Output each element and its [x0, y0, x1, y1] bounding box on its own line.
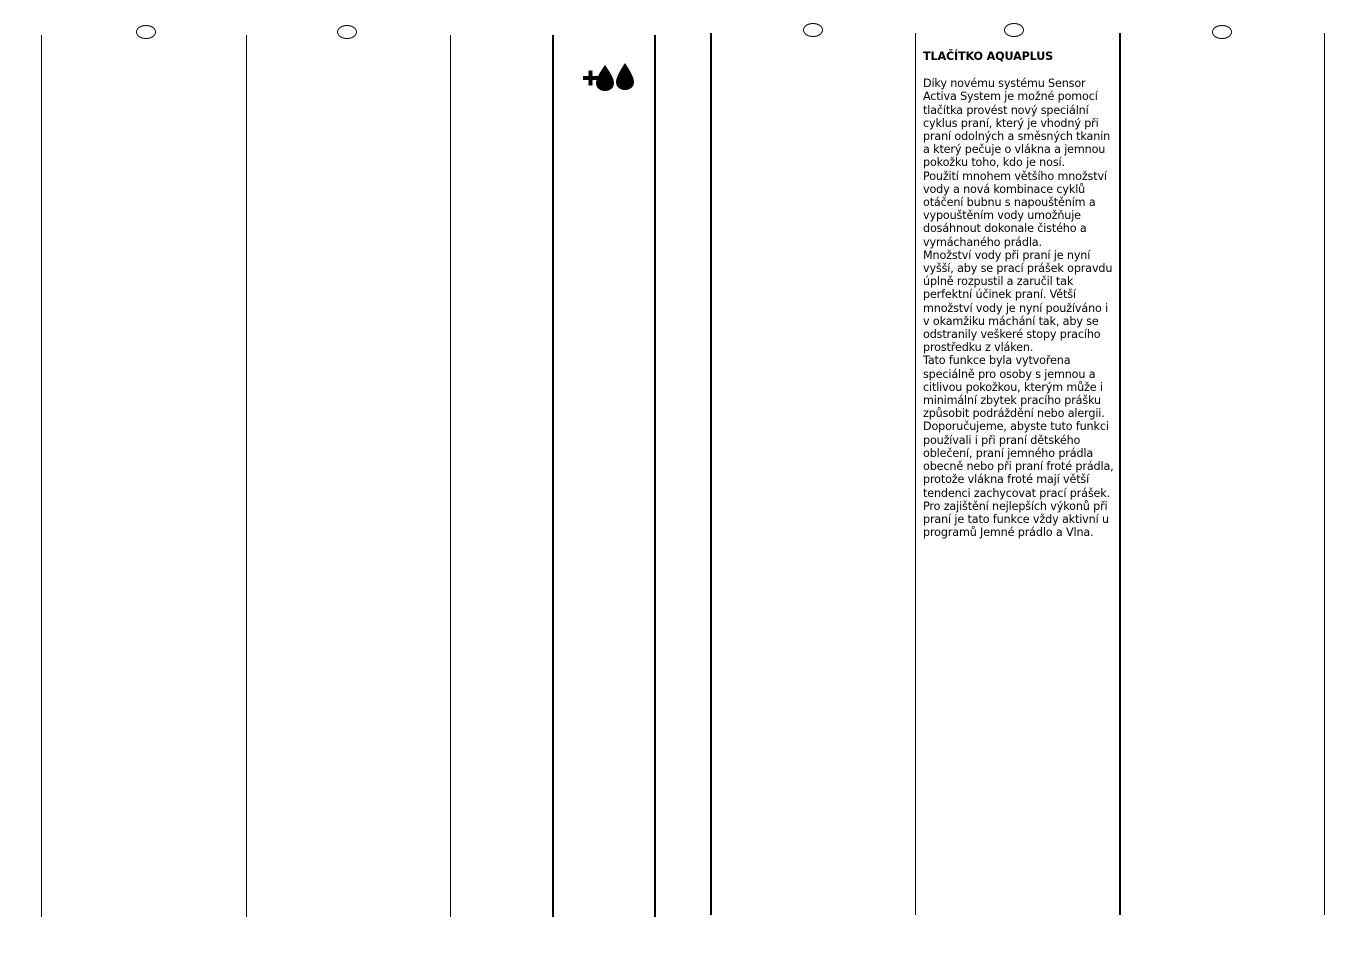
aquaplus-section: [923, 50, 1115, 539]
column-divider: [41, 35, 42, 917]
column-divider: [710, 33, 712, 915]
language-marker-oval: [136, 25, 156, 39]
language-marker-oval: [803, 23, 823, 37]
paragraph: Použití mnohem většího množství vody a nová kombinace cyklů otáčení bubnu s napouštěním a vypouštěním vody umožňuje dosáhnout dokonale čistého a vymáchaného prádla.: [923, 169, 1107, 249]
paragraph: Díky novému systému Sensor Activa System je možné pomocí tlačítka provést nový speciální cyklus praní, který je vhodný při praní odolných a směsných tkanin a který pečuje o vlákna a jemnou pokožku toho, kdo je nosí.: [923, 77, 1111, 170]
column-divider: [1324, 33, 1325, 915]
paragraph: Doporučujeme, abyste tuto funkci používali i při praní dětského oblečení, praní jemného prádla obecně nebo při praní froté prádla, protože vlákna froté mají větší tendenci zachycovat prací prášek.: [923, 420, 1114, 500]
column-divider: [552, 35, 554, 917]
language-marker-oval: [1004, 23, 1024, 37]
column-divider: [654, 35, 656, 917]
paragraph: Pro zajištění nejlepších výkonů při praní je tato funkce vždy aktivní u programů Jemné prádlo a Vlna.: [923, 499, 1109, 540]
column-divider: [1119, 33, 1121, 915]
section-heading: TLAČÍTKO AQUAPLUS: [923, 50, 1054, 63]
column-divider: [450, 35, 451, 917]
plus-water-drops-icon: [583, 62, 635, 94]
language-marker-oval: [337, 25, 357, 39]
column-divider: [915, 33, 916, 915]
paragraph: Množství vody při praní je nyní vyšší, aby se prací prášek opravdu úplně rozpustil a zaručil tak perfektní účinek praní. Větší množství vody je nyní používáno i v okamžiku máchání tak, aby se odstranily veškeré stopy pracího prostředku z vláken.: [923, 248, 1113, 355]
paragraph: Tato funkce byla vytvořena speciálně pro osoby s jemnou a citlivou pokožkou, kterým může i minimální zbytek pracího prášku způsobit podráždění nebo alergii.: [923, 354, 1105, 421]
column-divider: [246, 35, 247, 917]
section-body: [923, 77, 1115, 539]
language-marker-oval: [1212, 25, 1232, 39]
